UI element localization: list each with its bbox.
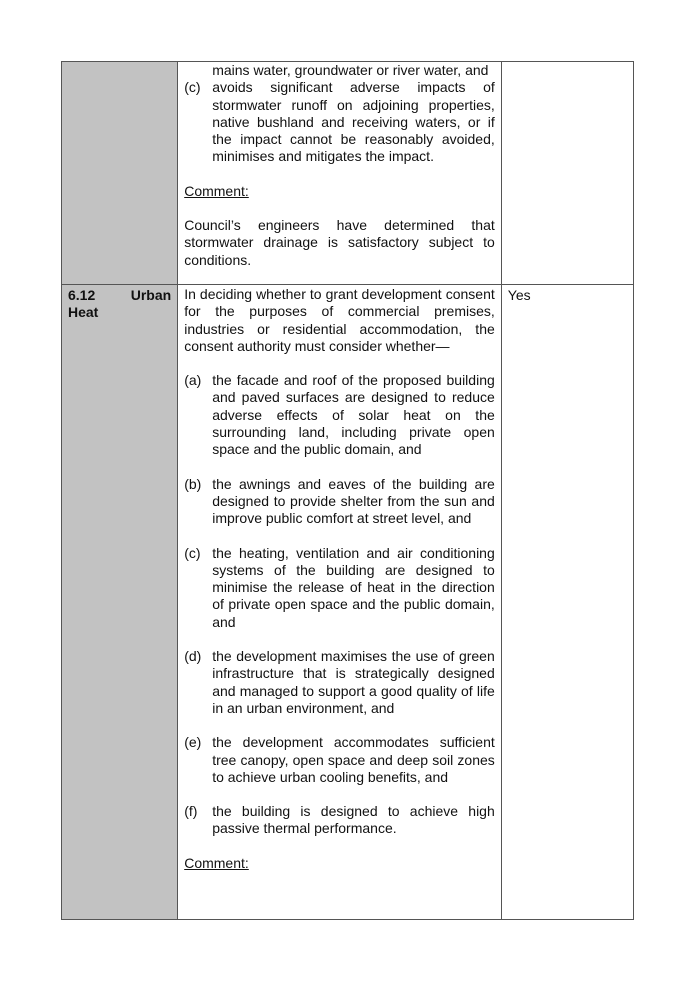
list-item (184, 79, 495, 165)
item-text: the awnings and eaves of the building are designed to provide shelter from the sun and improve public comfort at street level, and (212, 475, 495, 527)
provision-content (178, 285, 501, 919)
answer-cell (501, 285, 633, 920)
item-marker: (f) (184, 803, 198, 820)
clause-title (62, 285, 177, 304)
comment-label: Comment: (184, 182, 249, 199)
list-item (184, 734, 495, 786)
comment-text: Council’s engineers have determined that stormwater drainage is satisfactory subject to conditions. (184, 217, 495, 268)
clause-cell (62, 62, 178, 285)
item-text: the development accommodates sufficient tree canopy, open space and deep soil zones to achieve urban cooling benefits, and (212, 734, 495, 785)
item-marker: (e) (184, 734, 202, 751)
answer-text (502, 62, 633, 66)
clause-word: Heat (68, 304, 99, 321)
item-marker: (b) (184, 475, 202, 492)
continuation-text: mains water, groundwater or river water, and (212, 62, 489, 78)
list-item (184, 372, 495, 458)
item-text: the building is designed to achieve high passive thermal performance. (212, 803, 495, 837)
item-marker: (d) (184, 648, 202, 665)
item-text: the development maximises the use of green infrastructure that is strategically designed and managed to support a good quality of life in an urban environment, and (212, 648, 495, 716)
list-item (184, 545, 495, 631)
provision-cell (178, 285, 502, 920)
table-row (62, 285, 634, 920)
answer-cell (501, 62, 633, 285)
item-text: avoids significant adverse impacts of stormwater runoff on adjoining properties, native bushland and receiving waters, or if the impact cannot be reasonably avoided, minimises and mitigates the impact. (212, 79, 495, 165)
clause-title-line2 (62, 304, 177, 321)
comment-label: Comment: (184, 854, 249, 871)
item-marker: (a) (184, 372, 202, 389)
clause-number: 6.12 (68, 287, 96, 303)
list-item (184, 803, 495, 838)
item-marker: (c) (184, 544, 201, 561)
provision-content (178, 62, 501, 269)
answer-text: Yes (507, 287, 531, 303)
clause-word: Urban (130, 287, 172, 303)
item-text: the heating, ventilation and air conditioning systems of the building are designed to minimise the release of heat in the direction of private open space and the public domain, and (212, 544, 495, 630)
table-row (62, 62, 634, 285)
compliance-table (61, 61, 634, 920)
list-item (184, 476, 495, 528)
provision-cell (178, 62, 502, 285)
intro-text: In deciding whether to grant development consent for the purposes of commercial premises, industries or residential accommodation, the consent authority must consider whether— (184, 286, 495, 354)
clause-cell (62, 285, 178, 920)
list-item (184, 648, 495, 717)
item-text: the facade and roof of the proposed building and paved surfaces are designed to reduce adverse effects of solar heat on the surrounding land, including private open space and the public domain, and (212, 372, 495, 458)
item-marker: (c) (184, 79, 201, 96)
